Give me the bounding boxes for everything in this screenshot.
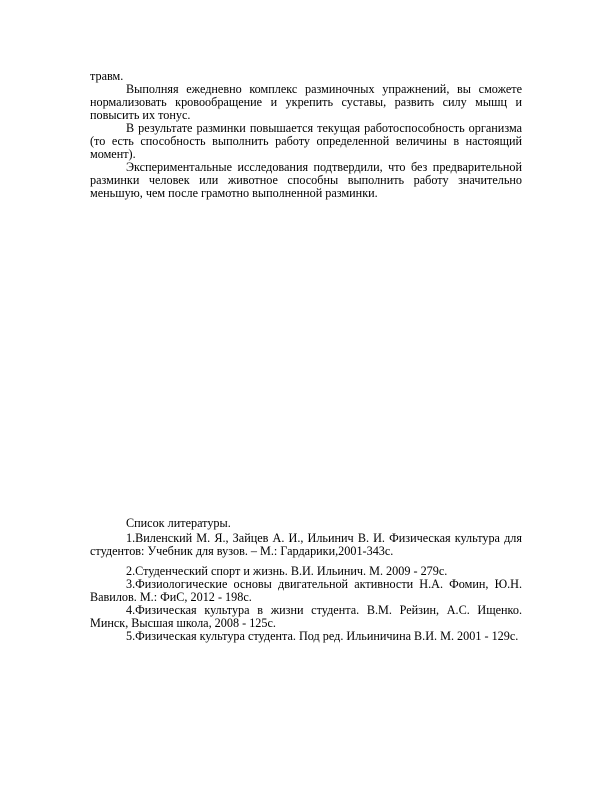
- reference-item-2: 2.Студенческий спорт и жизнь. В.И. Ильинич. М. 2009 - 279с.: [126, 564, 448, 578]
- body-paragraph-2: В результате разминки повышается текущая работоспособность организма (то есть способность выполнить работу определенной величины в настоящий момент).: [90, 121, 522, 161]
- body-paragraph-1: Выполняя ежедневно комплекс разминочных упражнений, вы сможете нормализовать кровообращение и укрепить суставы, развить силу мышц и повысить их тонус.: [90, 82, 522, 122]
- body-paragraph-0: травм.: [90, 69, 124, 83]
- reference-item-3: 3.Физиологические основы двигательной активности Н.А. Фомин, Ю.Н. Вавилов. М.: ФиС, 2012 - 198с.: [90, 577, 522, 604]
- reference-item-5: 5.Физическая культура студента. Под ред. Ильиничина В.И. М. 2001 - 129с.: [126, 629, 519, 643]
- references-heading: Список литературы.: [126, 516, 231, 530]
- reference-item-1: 1.Виленский М. Я., Зайцев А. И., Ильинич В. И. Физическая культура для студентов: Учебник для вузов. – М.: Гардарики,2001-343с.: [90, 531, 522, 558]
- body-paragraph-3: Экспериментальные исследования подтвердили, что без предварительной разминки человек или животное способны выполнить работу значительно меньшую, чем после грамотно выполненной разминки.: [90, 160, 522, 200]
- reference-item-4: 4.Физическая культура в жизни студента. В.М. Рейзин, А.С. Ищенко. Минск, Высшая школа, 2008 - 125с.: [90, 603, 522, 630]
